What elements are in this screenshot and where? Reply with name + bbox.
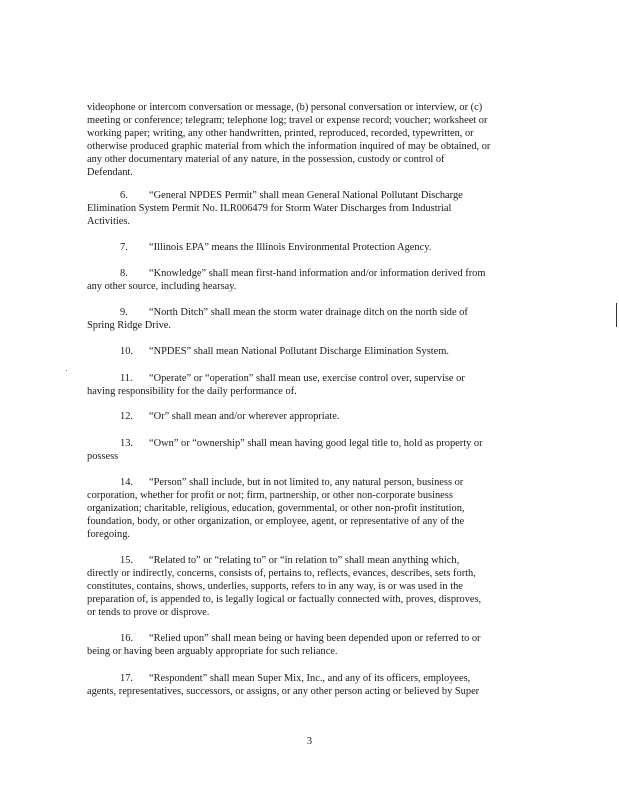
definition-number: 17.: [120, 673, 133, 684]
definition-line: Elimination System Permit No. ILR006479 for Storm Water Discharges from Industrial: [87, 203, 452, 214]
definition-13: [87, 438, 542, 450]
definition-12: [87, 411, 542, 423]
definition-line: constitutes, contains, shows, underlies, supports, refers to in any way, is or was used in the: [87, 581, 463, 592]
definition-line: Activities.: [87, 216, 130, 227]
continuation-line: Defendant.: [87, 167, 133, 178]
continuation-line: videophone or intercom conversation or message, (b) personal conversation or interview, or (c): [87, 102, 483, 113]
definition-line: directly or indirectly, concerns, consists of, pertains to, reflects, evances, describes, sets forth,: [87, 568, 476, 579]
definition-text: “Knowledge” shall mean first-hand information and/or information derived from: [149, 268, 486, 279]
definition-10: [87, 346, 542, 358]
definition-number: 12.: [120, 411, 133, 422]
definition-number: 7.: [120, 242, 128, 253]
definition-9: [87, 307, 542, 319]
definition-line: preparation of, is appended to, is legally logical or factually connected with, proves, disproves,: [87, 594, 482, 605]
definition-15: [87, 555, 542, 567]
definition-7: [87, 242, 542, 254]
definition-text: “General NPDES Permit” shall mean General National Pollutant Discharge: [149, 190, 463, 201]
definition-line: or tends to prove or disprove.: [87, 607, 210, 618]
definition-text: “Relied upon” shall mean being or having been depended upon or referred to or: [149, 633, 481, 644]
definition-number: 10.: [120, 346, 133, 357]
definition-text: “Operate” or “operation” shall mean use, exercise control over, supervise or: [149, 373, 465, 384]
definition-text: “NPDES” shall mean National Pollutant Discharge Elimination System.: [149, 346, 449, 357]
definition-line: foregoing.: [87, 529, 130, 540]
definition-number: 13.: [120, 438, 133, 449]
definition-text: “Own” or “ownership” shall mean having good legal title to, hold as property or: [149, 438, 483, 449]
definition-line: foundation, body, or other organization, or employee, agent, or representative of any of the: [87, 516, 465, 527]
definition-line: corporation, whether for profit or not; firm, partnership, or other non-corporate business: [87, 490, 453, 501]
definition-6: [87, 190, 542, 202]
page-number: 3: [306, 736, 313, 747]
continuation-line: meeting or conference; telegram; telephone log; travel or expense record; voucher; worksheet or: [87, 115, 488, 126]
definition-number: 14.: [120, 477, 133, 488]
scan-speck: [66, 370, 67, 371]
definition-text: “Related to” or “relating to” or “in relation to” shall mean anything which,: [149, 555, 460, 566]
definition-text: “Respondent” shall mean Super Mix, Inc., and any of its officers, employees,: [149, 673, 471, 684]
definition-line: Spring Ridge Drive.: [87, 320, 171, 331]
definition-8: [87, 268, 542, 280]
definition-text: “Person” shall include, but in not limited to, any natural person, business or: [149, 477, 464, 488]
definition-17: [87, 673, 542, 685]
definition-line: organization; charitable, religious, education, governmental, or other non-profit institution,: [87, 503, 465, 514]
definition-number: 11.: [120, 373, 133, 384]
definition-number: 9.: [120, 307, 128, 318]
definition-line: having responsibility for the daily performance of.: [87, 386, 297, 397]
definition-number: 16.: [120, 633, 133, 644]
definition-line: any other source, including hearsay.: [87, 281, 237, 292]
definition-line: possess: [87, 451, 119, 462]
definition-text: “Or” shall mean and/or wherever appropriate.: [149, 411, 340, 422]
scan-margin-mark: [616, 303, 617, 327]
definition-number: 8.: [120, 268, 128, 279]
continuation-line: working paper; writing, any other handwritten, printed, reproduced, recorded, typewritten, or: [87, 128, 474, 139]
definition-number: 15.: [120, 555, 133, 566]
definition-14: [87, 477, 542, 489]
continuation-line: otherwise produced graphic material from which the information inquired of may be obtained, or: [87, 141, 491, 152]
definition-line: agents, representatives, successors, or assigns, or any other person acting or believed by Super: [87, 686, 480, 697]
definition-text: “North Ditch” shall mean the storm water drainage ditch on the north side of: [149, 307, 468, 318]
definition-text: “Illinois EPA” means the Illinois Environmental Protection Agency.: [149, 242, 432, 253]
definition-11: [87, 373, 542, 385]
definition-16: [87, 633, 542, 645]
continuation-line: any other documentary material of any nature, in the possession, custody or control of: [87, 154, 445, 165]
definition-line: being or having been arguably appropriate for such reliance.: [87, 646, 338, 657]
definition-number: 6.: [120, 190, 128, 201]
